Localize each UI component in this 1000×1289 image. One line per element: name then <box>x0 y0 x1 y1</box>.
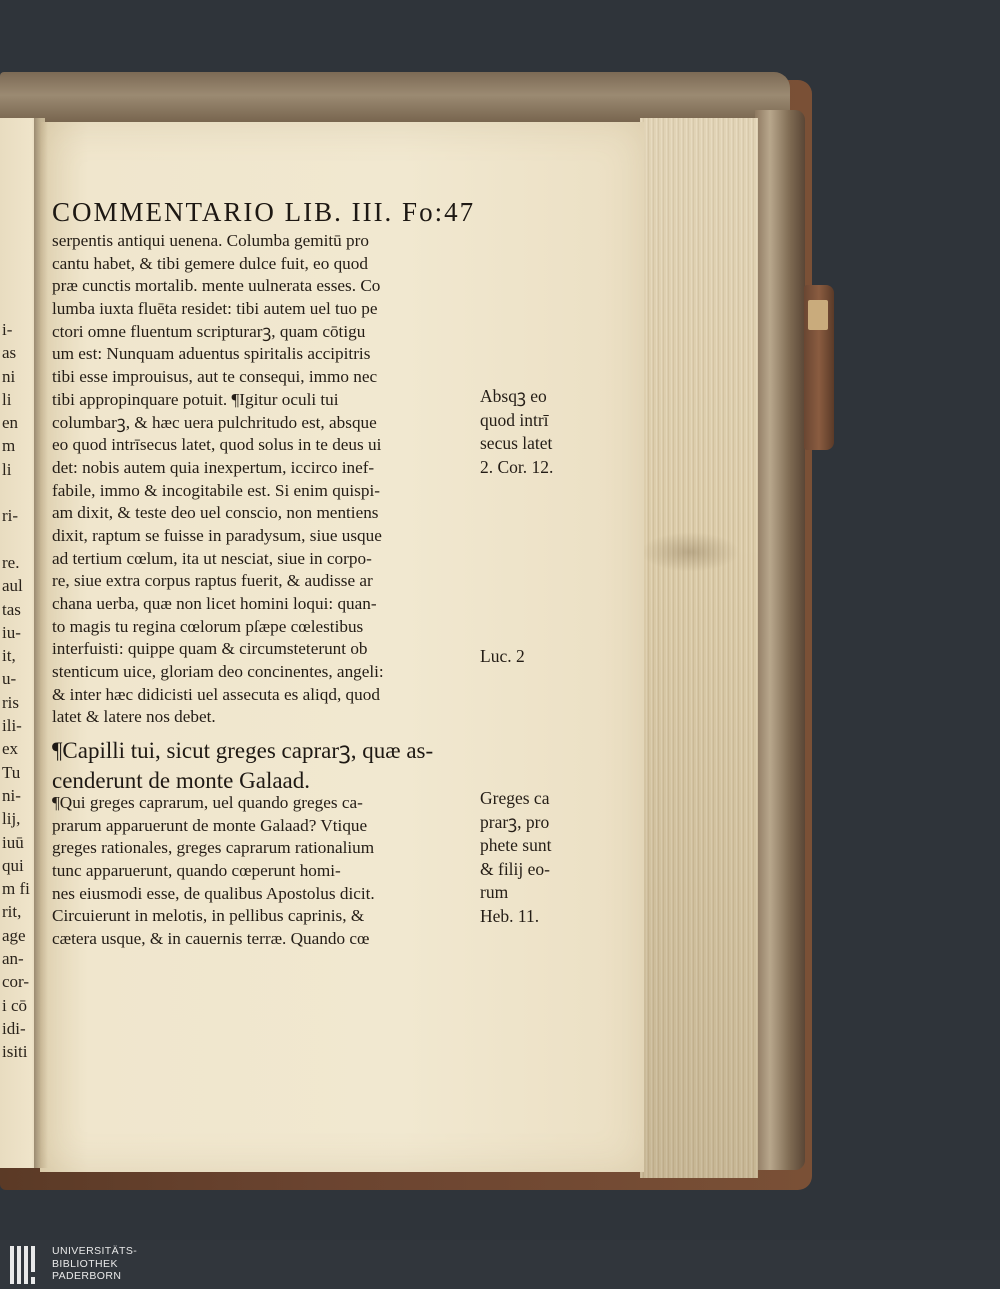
text-line: interfuisti: quippe quam & circumsteterunt ob <box>52 639 368 659</box>
main-text-block-2 <box>52 792 492 951</box>
text-line: præ cunctis mortalib. mente uulnerata esses. Co <box>52 276 381 296</box>
text-line: nes eiusmodi esse, de qualibus Apostolus dicit. <box>52 883 375 903</box>
left-page-fragment: tas <box>2 599 21 619</box>
marginal-line: quod intrī <box>480 409 549 430</box>
left-page-fragment: ili- <box>2 716 22 736</box>
page-gutter <box>34 118 48 1168</box>
left-page-fragment: an- <box>2 949 24 969</box>
left-page-fragment: li <box>2 389 12 409</box>
lemma-line: cenderunt de monte Galaad. <box>52 768 310 793</box>
left-page-fragment: iuū <box>2 832 24 852</box>
text-line: cantu habet, & tibi gemere dulce fuit, eo quod <box>52 253 368 273</box>
text-line: to magis tu regina cœlorum pſæpe cœlestibus <box>52 616 364 636</box>
library-footer-bar <box>0 1240 1000 1289</box>
left-page-fragment: cor- <box>2 972 30 992</box>
logo-line-3: PADERBORN <box>52 1270 122 1282</box>
book-clasp-tip <box>808 300 828 330</box>
left-page-fragment: ris <box>2 692 19 712</box>
left-page-fragment: it, <box>2 646 16 666</box>
text-line: chana uerba, quæ non licet homini loqui: quan- <box>52 594 377 613</box>
left-page-fragment: ex <box>2 739 19 759</box>
text-line: dixit, raptum se fuisse in paradysum, siue usque <box>52 525 382 545</box>
text-line: ¶Qui greges caprarum, uel quando greges ca- <box>52 793 363 812</box>
left-page-fragment: age <box>2 925 26 945</box>
text-line: fabile, immo & incogitabile est. Si enim quispi- <box>52 480 380 500</box>
marginal-line: Heb. 11. <box>480 905 540 926</box>
text-line: Circuierunt in melotis, in pellibus caprinis, & <box>52 906 365 926</box>
marginal-line: Greges ca <box>480 788 550 808</box>
left-page-fragment: aul <box>2 576 23 596</box>
left-page-fragment: m <box>2 436 16 456</box>
text-line: am dixit, & teste deo uel conscio, non mentiens <box>52 503 379 523</box>
marginal-line: secus latet <box>480 433 553 453</box>
marginal-line: rum <box>480 882 509 902</box>
text-line: tunc apparuerunt, quando cœperunt homi- <box>52 861 341 881</box>
marginal-line: 2. Cor. 12. <box>480 456 554 477</box>
left-page-fragment: ni- <box>2 785 21 805</box>
marginal-line: Absqꝫ eo <box>480 386 547 406</box>
marginal-line: Luc. 2 <box>480 646 525 666</box>
logo-bar <box>10 1246 14 1284</box>
book-cover-fore-edge <box>755 110 805 1170</box>
text-line: & inter hæc didicisti uel assecuta es aliqd, quod <box>52 684 380 704</box>
left-page-fragment: Tu <box>2 762 21 782</box>
text-line: stenticum uice, gloriam deo concinentes, angeli: <box>52 662 384 682</box>
lemma-line: ¶Capilli tui, sicut greges caprarꝫ, quæ as- <box>52 738 434 763</box>
text-line: eo quod intrīsecus latet, quod solus in te deus ui <box>52 435 382 455</box>
text-line: ad tertium cœlum, ita ut nesciat, siue in corpo- <box>52 548 372 568</box>
logo-bar <box>17 1246 21 1284</box>
text-line: ctori omne fluentum scripturarꝫ, quam cōtigu <box>52 321 366 341</box>
library-logo-icon <box>10 1246 44 1284</box>
text-line: prarum apparuerunt de monte Galaad? Vtique <box>52 815 368 835</box>
text-line: tibi esse improuisus, aut te consequi, immo nec <box>52 367 378 387</box>
edge-stain <box>640 532 740 572</box>
text-line: det: nobis autem quia inexpertum, iccirco inef- <box>52 457 375 477</box>
logo-line-1: UNIVERSITÄTS- <box>52 1245 138 1257</box>
marginal-note-2 <box>480 645 600 669</box>
left-page-fragment: ri- <box>2 506 19 526</box>
text-line: serpentis antiqui uenena. Columba gemitū pro <box>52 231 369 250</box>
left-page-fragment: rit, <box>2 902 22 922</box>
left-page-fragment: re. <box>2 552 20 572</box>
logo-bar <box>24 1246 28 1284</box>
logo-bar <box>31 1246 35 1272</box>
marginal-line: phete sunt <box>480 835 552 855</box>
left-page-fragment: iu- <box>2 622 21 642</box>
left-page-fragment: idi- <box>2 1018 26 1038</box>
page-block-shade <box>640 118 758 1178</box>
main-text-block <box>52 230 492 729</box>
left-page-fragment: isiti <box>2 1042 28 1062</box>
left-page-fragment: qui <box>2 855 24 875</box>
left-page-fragment: en <box>2 413 19 433</box>
left-page-fragment: lij, <box>2 809 21 829</box>
text-line: latet & latere nos debet. <box>52 707 216 727</box>
running-head: COMMENTARIO LIB. III. Fo:47 <box>52 197 476 227</box>
left-page-fragment: i cō <box>2 995 28 1015</box>
text-line: columbarꝫ, & hæc uera pulchritudo est, absque <box>52 412 377 432</box>
marginal-note-1 <box>480 385 600 479</box>
text-line: tibi appropinquare potuit. ¶Igitur oculi tui <box>52 389 339 409</box>
left-page-fragment: m fi <box>2 879 30 899</box>
left-page-fragment: ni <box>2 366 16 386</box>
text-line: lumba iuxta fluēta residet: tibi autem uel tuo pe <box>52 299 378 319</box>
logo-line-2: BIBLIOTHEK <box>52 1257 118 1270</box>
left-page-fragment: as <box>2 343 17 363</box>
text-line: re, siue extra corpus raptus fuerit, & audisse ar <box>52 571 373 591</box>
text-line: greges rationales, greges caprarum rationalium <box>52 838 375 858</box>
marginal-line: prarꝫ, pro <box>480 811 550 832</box>
left-page-fragment: i- <box>2 320 13 339</box>
left-page-fragment: li <box>2 459 12 479</box>
text-line: cætera usque, & in cauernis terræ. Quando cœ <box>52 929 370 949</box>
marginal-note-3 <box>480 787 600 928</box>
library-logo-text <box>52 1245 137 1283</box>
lemma-heading <box>52 736 492 796</box>
left-page-fragment: u- <box>2 669 17 689</box>
logo-dot <box>31 1277 35 1284</box>
marginal-line: & filij eo- <box>480 858 550 879</box>
text-line: um est: Nunquam aduentus spiritalis accipitris <box>52 344 371 364</box>
